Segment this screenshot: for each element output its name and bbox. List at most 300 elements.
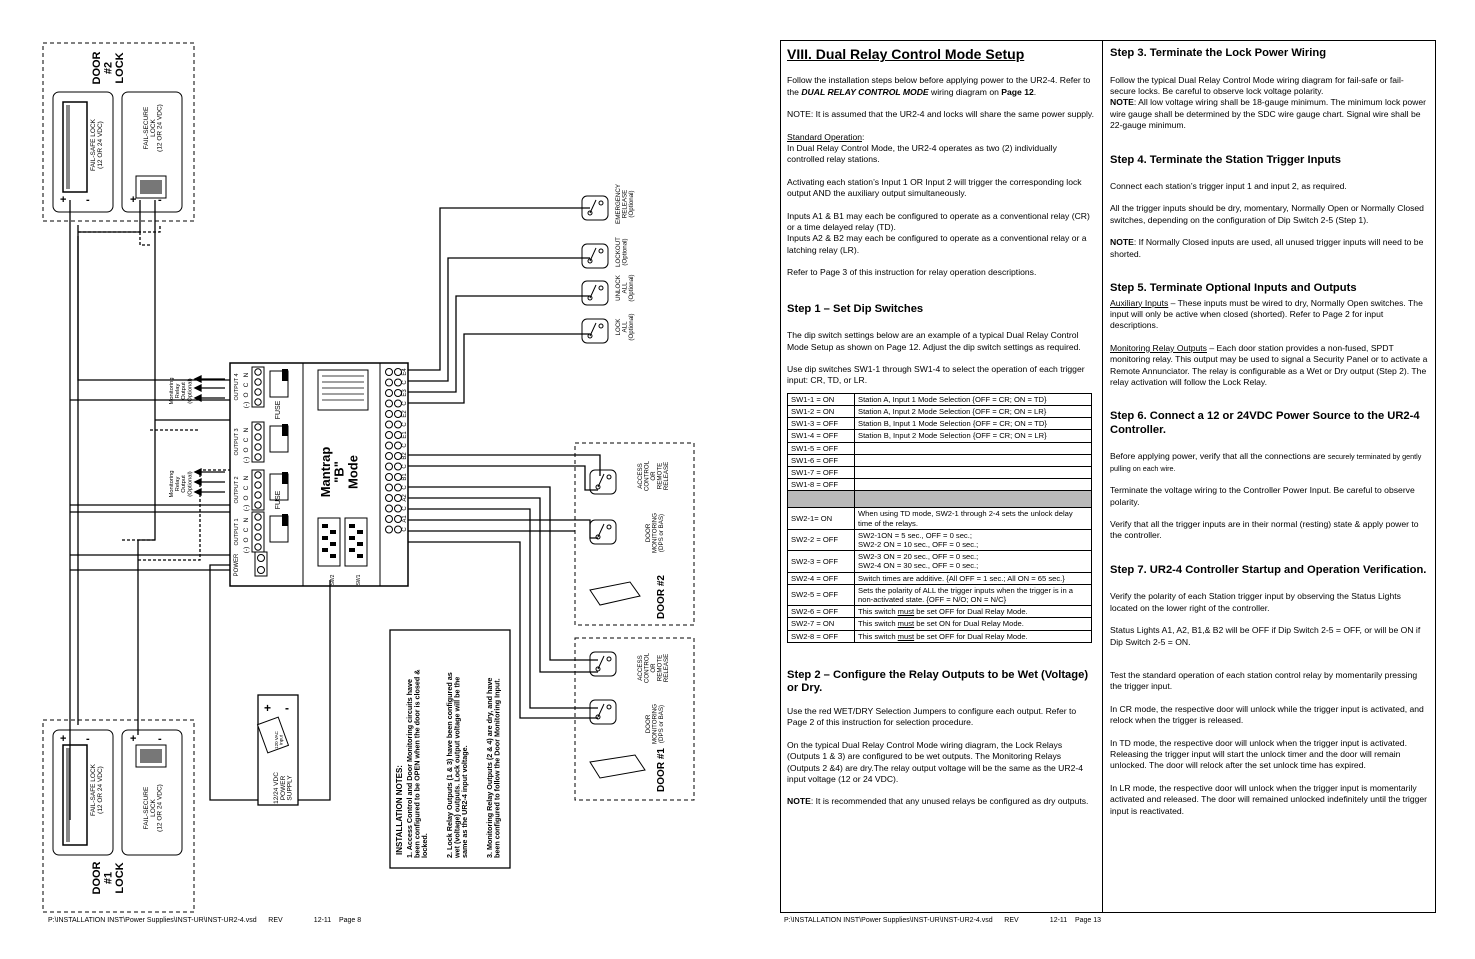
step2-p1: Use the red WET/DRY Selection Jumpers to configure each output. Refer to Page 2 of this instruction for selection procedure. xyxy=(787,705,1077,728)
input-terminal-screw xyxy=(386,442,393,449)
refer-paragraph: Refer to Page 3 of this instruction for relay operation descriptions. xyxy=(787,267,1037,278)
monitoring-relay-label-lower-line: Relay xyxy=(175,476,182,492)
door1-title-line: LOCK xyxy=(114,862,127,894)
step1-p2: Use dip switches SW1-1 through SW1-4 to select the operation of each trigger input: CR, TD, or LR. xyxy=(787,364,1085,386)
terminal-letter: (-) xyxy=(243,456,250,464)
switch-contact xyxy=(599,324,603,328)
dip-switch-cell: SW2-4 = OFF xyxy=(788,572,855,584)
door1-monitoring-label-line: MONITORING xyxy=(651,703,659,745)
switch-label-1-line: (Optional) xyxy=(621,238,629,266)
step7-p5: In TD mode, the respective door will unlock when the trigger input is activated. Releasing the trigger input will start the unlock timer and the door will remain unlocked. The door will relock after the set unlock time has expired. xyxy=(1110,737,1407,771)
dip-row xyxy=(788,479,1092,491)
dip-switch-cell: SW2-7 = ON xyxy=(788,618,855,630)
input-terminal-screw xyxy=(386,526,393,533)
switch-label-3-line: ALL xyxy=(621,321,629,333)
switch-label-0-line: RELEASE xyxy=(621,189,629,219)
dip-switch-cell: SW2-6 = OFF xyxy=(788,606,855,618)
switch-label-0-line: EMERGENCY xyxy=(615,184,622,224)
dip-description-cell: SW2-1ON = 5 sec., OFF = 0 sec.; SW2-2 ON = 10 sec., OFF = 0 sec.; xyxy=(855,529,1092,550)
input-terminal-screw xyxy=(395,505,402,512)
terminal-screw xyxy=(255,389,261,395)
monitoring-relay-label-lower-line: Monitoring xyxy=(169,470,175,498)
door1-access-label-line: CONTROL xyxy=(643,652,651,684)
door2-monitoring-label xyxy=(645,513,665,553)
input-terminal-screw xyxy=(395,369,402,376)
switch-arm xyxy=(590,323,596,336)
note-shared-power: NOTE: It is assumed that the UR2-4 and locks will share the same power supply. xyxy=(787,109,1094,120)
door1-access-label xyxy=(637,652,670,683)
instructions-page xyxy=(740,0,1475,954)
terminal-letter: N xyxy=(243,517,250,523)
switch-housing xyxy=(582,319,608,343)
input-terminal-label: E1 xyxy=(402,431,408,439)
dip-description-cell xyxy=(855,454,1092,466)
input-terminal-screw xyxy=(395,474,402,481)
door2-access-label-line: CONTROL xyxy=(643,460,651,492)
step6-p2: Terminate the voltage wiring to the Controller Power Input. Be careful to observe polarity. xyxy=(1110,485,1415,507)
note-3-line: been configured to follow the Door Monitoring Input. xyxy=(492,678,502,858)
input-terminal-label: E2 xyxy=(402,410,408,418)
door2-monitoring-label-line: (DPS or BAS) xyxy=(658,513,666,553)
input-terminal-label: A2 xyxy=(402,494,408,502)
terminal-letter: (-) xyxy=(243,546,250,554)
door2-failsecure-label-line: FAIL-SECURE xyxy=(143,106,150,150)
wiring-diagram xyxy=(0,0,735,954)
section-title: VIII. Dual Relay Control Mode Setup xyxy=(787,46,1025,62)
ps-plug-label-line: 120 VAC xyxy=(274,731,279,749)
input-terminal-screw xyxy=(386,400,393,407)
door2-title-line: DOOR xyxy=(91,51,103,85)
step7-p2: Status Lights A1, A2, B1,& B2 will be OFF if Dip Switch 2-5 = OFF, or will be ON if Dip Switch 2-5 = ON. xyxy=(1110,625,1421,647)
dip-switch-cell: SW2-8 = OFF xyxy=(788,630,855,642)
dip-description-cell: Station B, Input 1 Mode Selection {OFF = CR; ON = TD} xyxy=(855,418,1092,430)
dip-switch-cell: SW1-8 = OFF xyxy=(788,479,855,491)
switch-housing xyxy=(582,281,608,305)
dip-switch-cell: SW2-3 = OFF xyxy=(788,551,855,572)
door2-monitoring-label-line: DOOR xyxy=(645,523,652,543)
dip-row xyxy=(788,393,1092,405)
terminal-screw xyxy=(255,502,261,508)
terminal-letter: C xyxy=(243,485,250,491)
monitoring-relay-label-upper-line: (Optional) xyxy=(187,378,194,404)
input-terminal-screw xyxy=(386,421,393,428)
door2-failsecure-label xyxy=(143,104,164,152)
step4-p1: Connect each station’s trigger input 1 and input 2, as required. xyxy=(1110,181,1347,192)
input-terminal-label: E3 xyxy=(402,389,408,397)
input-terminal-label: C xyxy=(402,422,408,427)
terminal-letter: C xyxy=(243,382,250,388)
left-footer: P:\INSTALLATION INST\Power Supplies\INST-UR\INST-UR2-4.vsd REV 12-11 Page 8 xyxy=(48,917,362,924)
dip-row xyxy=(788,418,1092,430)
polarity-mark: + xyxy=(130,733,137,745)
dip-switch-cell: SW1-7 = OFF xyxy=(788,467,855,479)
door1-title xyxy=(91,861,126,894)
door1-failsecure-label-line: LOCK xyxy=(149,799,157,817)
dip-row xyxy=(788,572,1092,584)
board-mode-label-line: "B" xyxy=(331,461,347,483)
door2-monitoring-label-line: MONITORING xyxy=(651,512,659,554)
wire xyxy=(408,296,590,392)
switch-arm xyxy=(590,248,596,261)
step6-heading: Step 6. Connect a 12 or 24VDC Power Source to the UR2-4 Controller. xyxy=(1110,410,1420,436)
terminal-letter: (-) xyxy=(243,504,250,512)
dip-row xyxy=(788,529,1092,550)
dip-switch-cell: SW1-6 = OFF xyxy=(788,454,855,466)
polarity-mark: - xyxy=(86,733,90,745)
step2-heading: Step 2 – Configure the Relay Outputs to be Wet (Voltage) or Dry. xyxy=(787,668,1089,695)
dip-switch-cell: SW2-5 = OFF xyxy=(788,584,855,605)
ps-minus: - xyxy=(285,701,289,715)
arrowhead xyxy=(195,385,201,391)
wire xyxy=(408,487,598,660)
power-plug xyxy=(258,717,289,753)
monitoring-relay-label-lower-line: (Optional) xyxy=(187,471,194,497)
step3-p1: Follow the typical Dual Relay Control Mode wiring diagram for fail-safe or fail-secure locks. Be careful to observe lock voltage polarity. NOTE: All low voltage wiring shall be 18-gauge minimum. The minimum lock power wire gauge shall be determined by the SDC wire gauge chart. Signal wire shall be 22-gauge minimum. xyxy=(1110,74,1427,131)
terminal-screw xyxy=(255,399,261,405)
switch-contact xyxy=(607,705,611,709)
input-terminal-screw xyxy=(395,463,402,470)
door2-access-label xyxy=(637,460,670,491)
note-2-line: 2. Lock Relay Outputs (1 & 3) have been configured as xyxy=(445,672,454,858)
monitoring-relay-label-upper-line: Monitoring xyxy=(169,377,175,405)
notes-title-line: INSTALLATION NOTES: xyxy=(395,765,404,855)
power-supply-label-line: SUPPLY xyxy=(286,775,294,801)
switch-contact xyxy=(607,525,611,529)
dip-description-cell: This switch must be set ON for Dual Relay Mode. xyxy=(855,618,1092,630)
board-mode-label xyxy=(318,447,360,498)
dip-switch-cell: SW1-2 = ON xyxy=(788,406,855,418)
door1-monitoring-label-line: DOOR xyxy=(645,714,652,734)
polarity-mark: - xyxy=(158,194,162,206)
input-terminal-screw xyxy=(395,390,402,397)
dip-switch-cell: SW1-1 = ON xyxy=(788,393,855,405)
dip-row xyxy=(788,630,1092,642)
door1-monitoring-label xyxy=(645,704,665,744)
input-terminal-screw xyxy=(386,516,393,523)
dip-row xyxy=(788,454,1092,466)
input-terminal-label: C xyxy=(402,464,408,469)
note-1-line: locked. xyxy=(420,833,430,858)
input-terminal-screw xyxy=(386,369,393,376)
door1-access-label-line: ACCESS xyxy=(637,655,644,681)
dip-description-cell: Station B, Input 2 Mode Selection {OFF = CR; ON = LR} xyxy=(855,430,1092,442)
switch-label-1-line: LOCKOUT xyxy=(615,237,622,267)
wires xyxy=(70,200,600,820)
door2-failsecure-label-line: LOCK xyxy=(149,119,157,137)
input-terminal-screw xyxy=(395,484,402,491)
input-terminal-screw xyxy=(386,484,393,491)
jumper xyxy=(282,424,288,436)
door1-label xyxy=(656,748,667,792)
output-terminal-block xyxy=(252,512,264,552)
sw2-label: SW2 xyxy=(330,574,336,586)
step1-p1: The dip switch settings below are an example of a typical Dual Relay Control Mode Setup as shown on Page 12. Adjust the dip switch settings as required. xyxy=(787,330,1081,352)
switch-arm xyxy=(590,285,596,298)
terminal-letter: O xyxy=(243,447,250,453)
switch-arm xyxy=(598,474,604,487)
step2-note: NOTE: It is recommended that any unused relays be configured as dry outputs. xyxy=(787,796,1089,807)
content-frame xyxy=(780,40,1436,913)
door1-failsafe-label xyxy=(90,763,104,816)
right-footer: P:\INSTALLATION INST\Power Supplies\INST-UR\INST-UR2-4.vsd REV 12-11 Page 13 xyxy=(784,917,1102,924)
arrowhead xyxy=(195,479,201,485)
input-terminal-screw xyxy=(386,379,393,386)
wire xyxy=(138,200,155,735)
standard-operation: Standard Operation: In Dual Relay Control Mode, the UR2-4 operates as two (2) individually controlled relay stations. xyxy=(787,131,1057,165)
door1-access-label-line: OR xyxy=(650,663,658,673)
output-label: OUTPUT 4 xyxy=(234,373,240,401)
input-terminal-label: C xyxy=(402,506,408,511)
step4-note: NOTE: If Normally Closed inputs are used, all unused trigger inputs will need to be shorted. xyxy=(1110,237,1424,259)
switch-housing xyxy=(582,244,608,268)
dip-description-cell: Sets the polarity of ALL the trigger inputs when the trigger is in a non-activated state. {OFF = N/O; ON = N/C} xyxy=(855,584,1092,605)
step7-p4: In CR mode, the respective door will unlock while the trigger input is activated, and relock when the trigger is released. xyxy=(1110,703,1424,726)
door2-access-label-line: REMOTE xyxy=(656,462,664,490)
input-terminal-label: E4 xyxy=(402,368,408,376)
monitoring-relay-label-upper-line: Output xyxy=(181,382,188,400)
switch-label-2-line: (Optional) xyxy=(628,274,636,302)
input-terminal-label: C xyxy=(402,401,408,406)
terminal-column xyxy=(386,369,402,534)
step4-heading: Step 4. Terminate the Station Trigger Inputs xyxy=(1110,153,1342,166)
terminal-screw xyxy=(255,492,261,498)
step6-p1: Before applying power, verify that all the connections are securely terminated by gently pulling on each wire. xyxy=(1110,451,1422,473)
dashed-wire xyxy=(140,232,150,245)
input-terminal-screw xyxy=(395,411,402,418)
input-terminal-screw xyxy=(386,474,393,481)
input-terminal-label: C xyxy=(402,443,408,448)
dip-switch-cell: SW1-4 = OFF xyxy=(788,430,855,442)
wire xyxy=(408,258,590,381)
dip-description-cell xyxy=(855,491,1092,508)
sw1-block xyxy=(345,518,367,566)
step5-heading: Step 5. Terminate Optional Inputs and Outputs xyxy=(1110,282,1357,295)
door1-device-box xyxy=(575,638,694,800)
door2-failsafe-label-line: FAIL-SAFE LOCK xyxy=(90,118,97,172)
output-terminal-block xyxy=(252,367,264,407)
fuse-label: FUSE xyxy=(275,490,282,510)
polarity-mark: + xyxy=(60,194,67,206)
switch-contact xyxy=(599,201,603,205)
diagram-page xyxy=(0,0,735,954)
output-label: OUTPUT 1 xyxy=(234,518,240,546)
input-terminal-label: C xyxy=(402,527,408,532)
dip-description-cell xyxy=(855,442,1092,454)
note-1 xyxy=(405,670,429,859)
wire xyxy=(408,520,598,538)
terminal-screw xyxy=(255,379,261,385)
note-2-line: wet (voltage) outputs. Lock output voltage will be the xyxy=(452,676,462,858)
terminal-screw xyxy=(255,444,261,450)
door2-failsecure-label-line: (12 OR 24 VDC) xyxy=(156,104,164,152)
step7-heading: Step 7. UR2-4 Controller Startup and Operation Verification. xyxy=(1110,563,1427,576)
dip-description-cell: When using TD mode, SW2-1 through 2-4 sets the unlock delay time of the relays. xyxy=(855,508,1092,529)
monitoring-relay-label-lower xyxy=(169,470,193,497)
switch-contact xyxy=(599,249,603,253)
input-terminal-screw xyxy=(395,442,402,449)
wire xyxy=(78,236,230,380)
activating-paragraph: Activating each station’s Input 1 OR Input 2 will trigger the corresponding lock output AND the auxiliary output simultaneously. xyxy=(787,176,1082,199)
door1-access-label-line: RELEASE xyxy=(663,653,671,683)
step5-aux: Auxiliary Inputs – These inputs must be wired to dry, Normally Open switches. The input will only be active when closed (shorted). Refer to Page 2 for input descriptions. xyxy=(1110,297,1423,331)
terminal-letter: (-) xyxy=(243,401,250,409)
terminal-screw xyxy=(255,369,261,375)
dip-switch-cell: SW1-5 = OFF xyxy=(788,442,855,454)
polarity-mark: + xyxy=(60,733,67,745)
door2-label-line: DOOR #2 xyxy=(656,575,667,619)
inputs-paragraph: Inputs A1 & B1 may each be configured to operate as a conventional relay (CR) or a time delayed relay (TD). Inputs A2 & B2 may each be configured to operate as a conventional relay or a latching relay (LR). xyxy=(787,210,1090,255)
input-terminal-screw xyxy=(386,453,393,460)
door1-title-line: DOOR xyxy=(91,861,103,895)
input-terminal-screw xyxy=(395,453,402,460)
switch-contact xyxy=(607,475,611,479)
note-3 xyxy=(485,678,502,858)
board-mode-label-line: Mantrap xyxy=(318,446,333,498)
wire xyxy=(210,565,258,800)
wire xyxy=(408,498,598,672)
input-terminal-label: C xyxy=(402,485,408,490)
terminal-screw xyxy=(255,514,261,520)
output-terminal-block xyxy=(252,470,264,510)
input-terminal-screw xyxy=(395,495,402,502)
dip-switch-cell xyxy=(788,491,855,508)
dip-row xyxy=(788,584,1092,605)
dip-description-cell xyxy=(855,479,1092,491)
switch-label-3-line: LOCK xyxy=(615,318,622,336)
switch-label-1 xyxy=(615,237,629,267)
power-supply-label-line: POWER xyxy=(279,775,287,801)
switch-arm xyxy=(598,524,604,537)
terminal-letter: O xyxy=(243,537,250,543)
dip-row xyxy=(788,618,1092,630)
dip-switch-cell: SW2-1= ON xyxy=(788,508,855,529)
power-label: POWER xyxy=(234,553,240,577)
door1-failsafe-label-line: (12 OR 24 VDC) xyxy=(96,766,104,814)
arrowhead xyxy=(195,489,201,495)
power-supply-label xyxy=(273,772,294,804)
input-terminal-screw xyxy=(386,495,393,502)
terminal-screw xyxy=(255,544,261,550)
terminal-screw xyxy=(255,424,261,430)
dip-row xyxy=(788,606,1092,618)
terminal-screw xyxy=(255,454,261,460)
arrowhead xyxy=(195,469,201,475)
jumper xyxy=(282,472,288,484)
output-label: OUTPUT 3 xyxy=(234,428,240,456)
power-supply-label-line: 12/24 VDC xyxy=(273,772,280,804)
door2-failsafe-label-line: (12 OR 24 VDC) xyxy=(96,121,104,169)
step5-mon: Monitoring Relay Outputs – Each door station provides a non-fused, SPDT monitoring relay. This output may be used to signal a Security Panel or to activate a Remote Annunciator. The relay is configurable as a Wet or Dry output (Step 2). The relay activation will follow the Lock Relay. xyxy=(1110,342,1428,387)
dip-switch-cell: SW1-3 = OFF xyxy=(788,418,855,430)
terminal-letter: C xyxy=(243,437,250,443)
input-terminal-screw xyxy=(395,421,402,428)
switch-label-2-line: UNLOCK xyxy=(615,275,622,301)
dip-description-cell xyxy=(855,467,1092,479)
input-terminal-screw xyxy=(395,432,402,439)
step7-p1: Verify the polarity of each Station trigger input by observing the Status Lights located on the lower right of the controller. xyxy=(1110,591,1401,613)
sw2-block xyxy=(318,518,340,566)
monitoring-relay-label-lower-line: Output xyxy=(181,475,188,493)
output-label: OUTPUT 2 xyxy=(234,476,240,504)
monitoring-relay-label-upper xyxy=(169,377,193,404)
polarity-mark: + xyxy=(130,194,137,206)
switch-contact xyxy=(607,657,611,661)
input-terminal-screw xyxy=(386,432,393,439)
ps-plus: + xyxy=(264,701,272,715)
step1-heading: Step 1 – Set Dip Switches xyxy=(787,302,924,315)
polarity-mark: - xyxy=(86,194,90,206)
dip-row xyxy=(788,406,1092,418)
note-1-line: been configured to be OPEN when the door is closed & xyxy=(412,669,422,858)
dip-row xyxy=(788,508,1092,529)
dip-description-cell: Station A, Input 2 Mode Selection {OFF = CR; ON = LR} xyxy=(855,406,1092,418)
door2-access-label-line: ACCESS xyxy=(637,463,644,489)
output-blocks xyxy=(252,367,288,552)
switch-label-0 xyxy=(615,184,635,224)
dashed-wire xyxy=(78,225,160,232)
fuse-label: FUSE xyxy=(275,400,282,420)
dip-row xyxy=(788,430,1092,442)
step4-p2: All the trigger inputs should be dry, momentary, Normally Open or Normally Closed switches, depending on the configuration of Dip Switch 2-5 (Step 1). xyxy=(1110,203,1424,225)
dip-description-cell: This switch must be set OFF for Dual Relay Mode. xyxy=(855,630,1092,642)
note-2-line: same as the UR2-4 input voltage. xyxy=(460,745,470,858)
terminal-letter: N xyxy=(243,427,250,433)
notes-title xyxy=(395,765,404,855)
terminal-letter: O xyxy=(243,392,250,398)
wire xyxy=(298,580,330,800)
switch-contact xyxy=(599,286,603,290)
step3-heading: Step 3. Terminate the Lock Power Wiring xyxy=(1110,47,1327,59)
door1-monitoring-label-line: (DPS or BAS) xyxy=(658,704,666,744)
input-terminal-screw xyxy=(395,516,402,523)
switch-label-2 xyxy=(615,274,635,301)
input-terminal-screw xyxy=(395,379,402,386)
wire xyxy=(408,208,590,370)
step2-p2: On the typical Dual Relay Control Mode wiring diagram, the Lock Relays (Outputs 1 & 3) are configured to be wet outputs. The Monitoring Relays (Outputs 2 &4) are dry.The relay output voltage will be the same as the UR2-4 input voltage (12 or 24 VDC). xyxy=(787,739,1083,784)
terminal-letter: C xyxy=(243,527,250,533)
board-mode-label-line: Mode xyxy=(345,455,361,489)
dip-row xyxy=(788,551,1092,572)
left-column xyxy=(781,41,1103,912)
switch-label-0-line: (Optional) xyxy=(628,190,636,218)
door2-title xyxy=(91,51,126,84)
polarity-mark: - xyxy=(158,733,162,745)
monitoring-relay-label-upper-line: Relay xyxy=(175,383,182,399)
door2-title-line: #2 xyxy=(102,61,115,75)
note-1-line: 1. Access Control and Door Monitoring circuits have xyxy=(405,678,414,858)
switch-label-3-line: (Optional) xyxy=(628,313,636,341)
note-2 xyxy=(445,672,469,859)
door2-title-line: LOCK xyxy=(114,52,127,84)
step6-p3: Verify that all the trigger inputs are in their normal (resting) state & apply power to the controller. xyxy=(1110,519,1419,541)
input-terminal-screw xyxy=(386,505,393,512)
sw1-label: SW1 xyxy=(356,574,362,586)
step7-p3: Test the standard operation of each station control relay by momentarily pressing the trigger input. xyxy=(1110,669,1418,692)
switch-label-3 xyxy=(615,313,635,340)
note-3-line: 3. Monitoring Relay Outputs (2 & 4) are dry, and have xyxy=(485,677,494,858)
terminal-screw xyxy=(255,472,261,478)
intro-paragraph: Follow the installation steps below before applying power to the UR2-4. Refer to the DUAL RELAY CONTROL MODE wiring diagram on Page 12. xyxy=(787,75,1091,97)
dip-switch-cell: SW2-2 = OFF xyxy=(788,529,855,550)
dip-description-cell: Switch times are additive. {All OFF = 1 sec.; All ON = 65 sec.} xyxy=(855,572,1092,584)
output-terminal-block xyxy=(252,422,264,462)
dip-description-cell: Station A, Input 1 Mode Selection {OFF = CR; ON = TD} xyxy=(855,393,1092,405)
switch-arm xyxy=(598,704,604,717)
terminal-screw xyxy=(255,434,261,440)
door2-access-label-line: RELEASE xyxy=(663,461,671,491)
switch-symbols xyxy=(582,196,616,724)
door1-failsecure-label xyxy=(143,784,164,832)
